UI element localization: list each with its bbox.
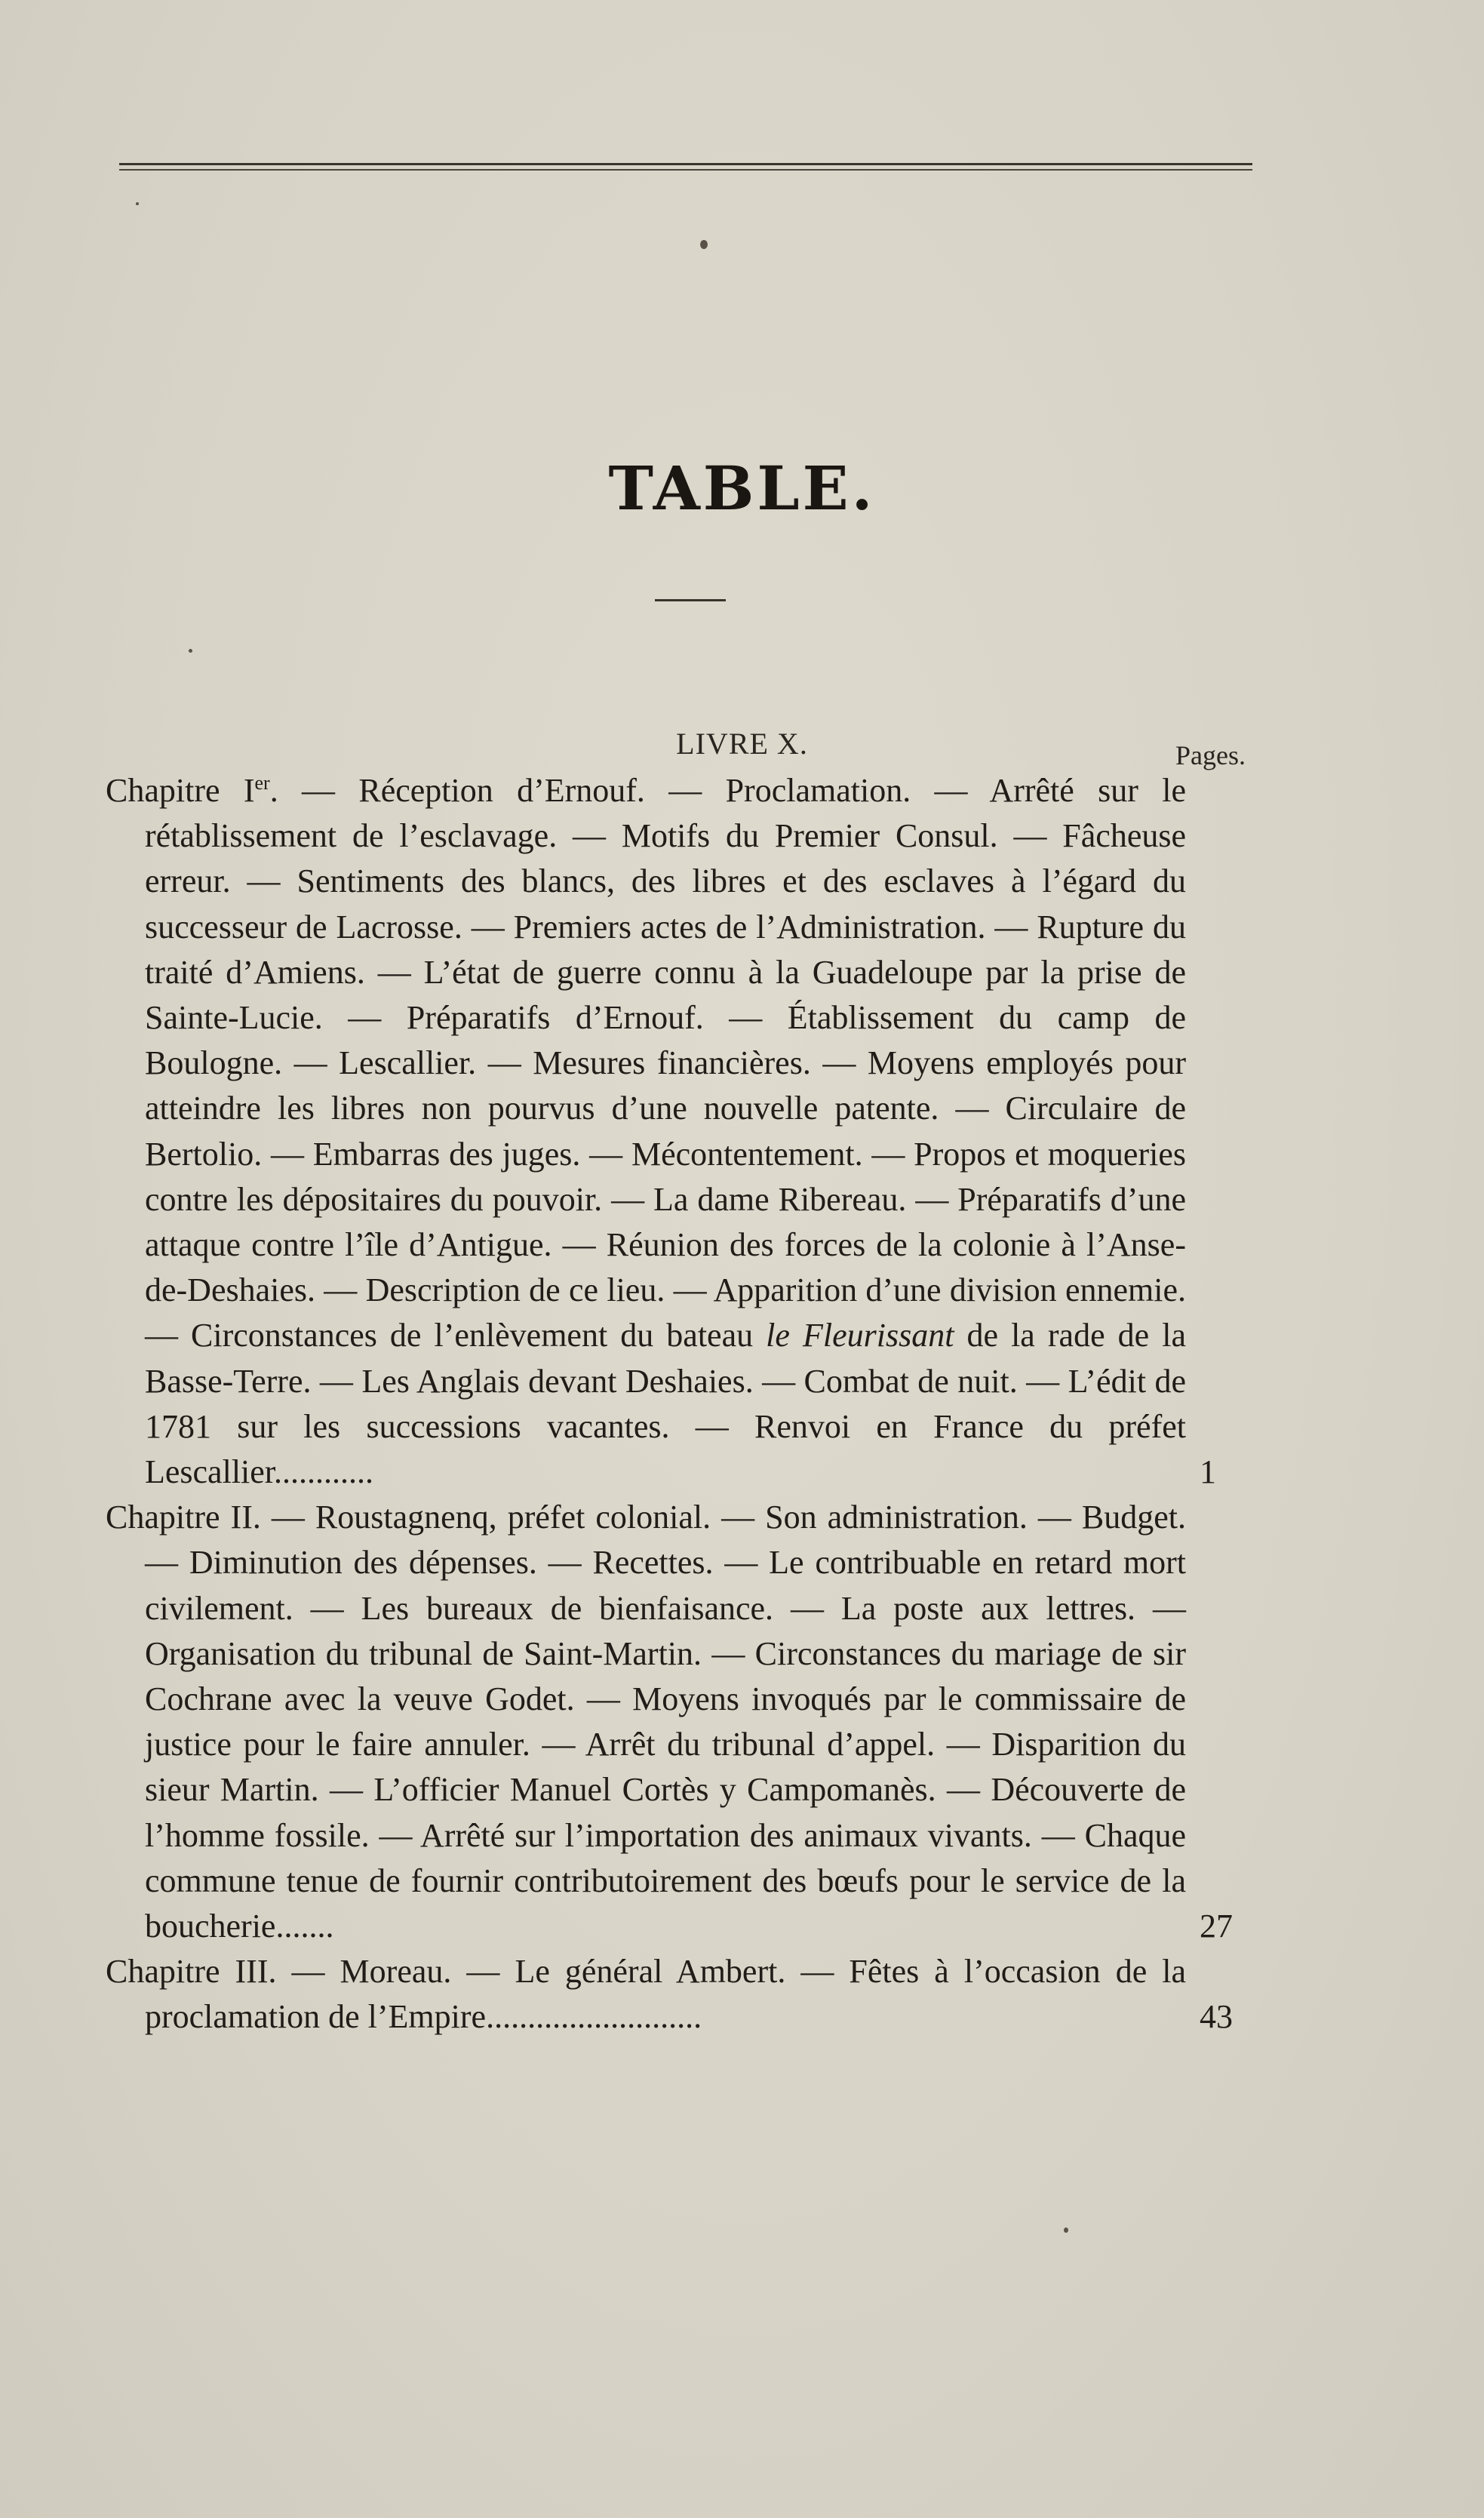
dot-leader: .......................... <box>486 1998 702 2036</box>
chapter-summary: — Roustagnenq, préfet colonial. — Son administration. — Budget. — Diminution des dépenses. — Recettes. — Le contribuable en retard mort civilement. — Les bureaux de bienfaisance. — La poste aux lettres. — Organisation du tribunal de Saint-Martin. — Circonstances du mariage de sir Cochrane avec la veuve Godet. — Moyens invoqués par le commissaire de justice pour le faire annuler. — Arrêt du tribunal d’appel. — Disparition du sieur Martin. — L’officier Manuel Cortès y Campomanès. — Découverte de l’homme fossile. — Arrêté sur l’importation des animaux vivants. — Chaque commune tenue de fournir contributoirement des bœufs pour le service de la boucherie <box>145 1499 1187 1945</box>
vessel-name: le Fleurissant <box>766 1317 954 1354</box>
chapter-summary-cont: de la rade de la Basse-Terre. — Les Anglais devant Deshaies. — Combat de nuit. — L’édit de 1781 sur les successions vacantes. — Renvoi en France du préfet Lescallier <box>145 1317 1187 1491</box>
ink-speck <box>1064 2227 1068 2233</box>
page-number: 1 <box>1200 1453 1216 1491</box>
chapter-label: Chapitre III. <box>106 1953 277 1991</box>
page-title: TABLE. <box>608 453 876 524</box>
toc-entry-chapter-1 <box>106 768 1260 1495</box>
ink-speck <box>700 240 708 249</box>
dot-leader: ....... <box>275 1908 334 1945</box>
page-number: 27 <box>1200 1908 1233 1945</box>
top-double-rule <box>119 163 1252 172</box>
pages-column-label: Pages. <box>1175 740 1246 770</box>
chapter-label: Chapitre Ier. <box>106 772 278 809</box>
ink-speck <box>136 202 139 205</box>
chapter-summary: — Moreau. — Le général Ambert. — Fêtes à l’occasion de la proclamation de l’Empire <box>145 1953 1187 2036</box>
chapter-label: Chapitre II. <box>106 1499 261 1536</box>
chapter-summary: — Réception d’Ernouf. — Proclamation. — Arrêté sur le rétablissement de l’esclavage. — Motifs du Premier Consul. — Fâcheuse erreur. — Sentiments des blancs, des libres et des esclaves à l’égard du successeur de Lacrosse. — Premiers actes de l’Administration. — Rupture du traité d’Amiens. — L’état de guerre connu à la Guadeloupe par la prise de Sainte-Lucie. — Préparatifs d’Ernouf. — Établissement du camp de Boulogne. — Lescallier. — Mesures financières. — Moyens employés pour atteindre les libres non pourvus d’une nouvelle patente. — Circulaire de Bertolio. — Embarras des juges. — Mécontentement. — Propos et moqueries contre les dépositaires du pouvoir. — La dame Ribereau. — Préparatifs d’une attaque contre l’île d’Antigue. — Réunion des forces de la colonie à l’Anse-de-Deshaies. — Description de ce lieu. — Apparition d’une division ennemie. — Circonstances de l’enlèvement du bateau <box>145 772 1186 1354</box>
toc-entry-chapter-3 <box>106 1949 1260 2040</box>
table-of-contents <box>106 768 1260 2040</box>
toc-entry-chapter-2 <box>106 1495 1260 1949</box>
book-heading: LIVRE X. <box>676 727 808 761</box>
title-rule <box>655 599 726 601</box>
dot-leader: ............ <box>274 1453 374 1491</box>
ink-speck <box>189 649 192 653</box>
page-number: 43 <box>1200 1998 1233 2036</box>
